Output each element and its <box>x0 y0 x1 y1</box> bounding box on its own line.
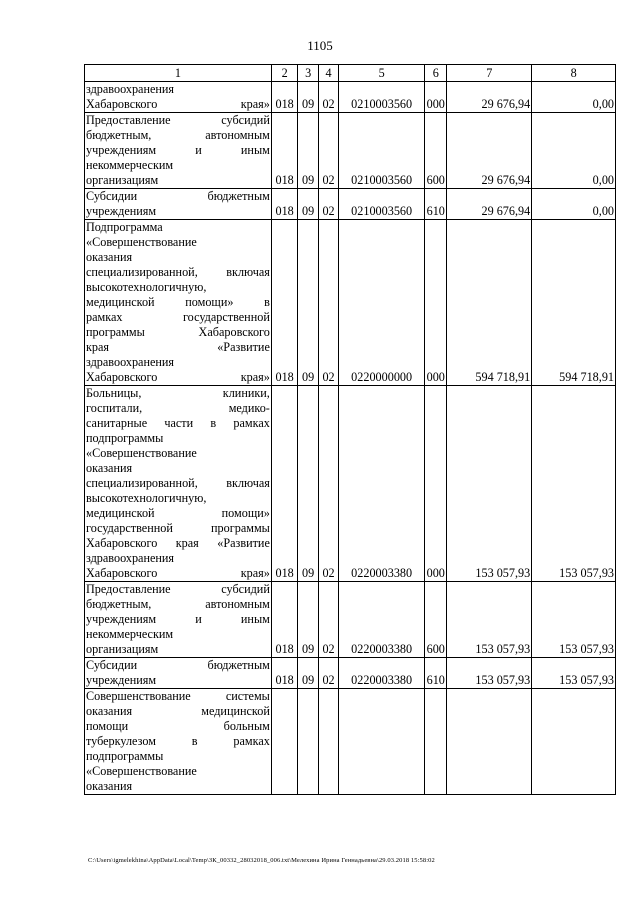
target-article-code <box>339 689 425 795</box>
table-row <box>85 113 616 189</box>
section-code: 09 <box>298 113 318 189</box>
table-row <box>85 658 616 689</box>
section-code: 09 <box>298 386 318 582</box>
description-line: госпитали, медико- <box>86 401 270 415</box>
amount-approved: 153 057,93 <box>447 386 532 582</box>
amount-approved: 29 676,94 <box>447 113 532 189</box>
description-line: бюджетным, автономным <box>86 597 270 611</box>
description-line: организациям <box>86 173 159 187</box>
expense-type-code: 600 <box>425 582 447 658</box>
subsection-code: 02 <box>318 113 338 189</box>
description-line: санитарные части в рамках <box>86 416 270 430</box>
amount-executed: 0,00 <box>532 82 616 113</box>
description-line: «Совершенствование <box>86 235 197 249</box>
row-description <box>85 582 272 658</box>
department-code <box>271 689 298 795</box>
description-line: бюджетным, автономным <box>86 128 270 142</box>
expense-type-code: 000 <box>425 220 447 386</box>
table-row <box>85 189 616 220</box>
expense-type-code: 600 <box>425 113 447 189</box>
description-line: Предоставление субсидий <box>86 113 270 127</box>
table-row <box>85 220 616 386</box>
description-line: Хабаровского края» <box>86 370 270 384</box>
column-header: 6 <box>425 65 447 82</box>
section-code <box>298 689 318 795</box>
target-article-code: 0220003380 <box>339 386 425 582</box>
amount-executed: 0,00 <box>532 113 616 189</box>
description-line: учреждениям и иным <box>86 143 270 157</box>
description-line: высокотехнологичную, <box>86 280 207 294</box>
subsection-code <box>318 689 338 795</box>
table-row <box>85 689 616 795</box>
column-header: 1 <box>85 65 272 82</box>
target-article-code: 0210003560 <box>339 189 425 220</box>
table-row <box>85 386 616 582</box>
amount-executed <box>532 689 616 795</box>
amount-approved: 153 057,93 <box>447 658 532 689</box>
description-line: некоммерческим <box>86 627 174 641</box>
description-line: медицинской помощи» <box>86 506 270 520</box>
description-line: некоммерческим <box>86 158 174 172</box>
column-header: 2 <box>271 65 298 82</box>
section-code: 09 <box>298 220 318 386</box>
subsection-code: 02 <box>318 82 338 113</box>
target-article-code: 0220003380 <box>339 658 425 689</box>
description-line: подпрограммы <box>86 431 164 445</box>
description-line: организациям <box>86 642 159 656</box>
description-line: здравоохранения <box>86 82 175 96</box>
section-code: 09 <box>298 658 318 689</box>
amount-approved: 153 057,93 <box>447 582 532 658</box>
expense-type-code: 000 <box>425 82 447 113</box>
description-line: оказания <box>86 250 133 264</box>
table-row <box>85 582 616 658</box>
subsection-code: 02 <box>318 582 338 658</box>
description-line: специализированной, включая <box>86 265 270 279</box>
column-header: 7 <box>447 65 532 82</box>
description-line: подпрограммы <box>86 749 164 763</box>
column-header: 3 <box>298 65 318 82</box>
description-line: учреждениям <box>86 204 157 218</box>
expense-type-code: 000 <box>425 386 447 582</box>
description-line: Субсидии бюджетным <box>86 189 270 203</box>
description-line: Хабаровского края «Развитие <box>86 536 270 550</box>
description-line: здравоохранения <box>86 551 175 565</box>
department-code: 018 <box>271 113 298 189</box>
expense-type-code <box>425 689 447 795</box>
row-description <box>85 82 272 113</box>
subsection-code: 02 <box>318 658 338 689</box>
expense-type-code: 610 <box>425 189 447 220</box>
budget-table <box>84 64 616 795</box>
target-article-code: 0210003560 <box>339 113 425 189</box>
amount-approved: 29 676,94 <box>447 82 532 113</box>
amount-executed: 153 057,93 <box>532 658 616 689</box>
subsection-code: 02 <box>318 220 338 386</box>
description-line: оказания <box>86 461 133 475</box>
department-code: 018 <box>271 220 298 386</box>
description-line: высокотехнологичную, <box>86 491 207 505</box>
department-code: 018 <box>271 189 298 220</box>
description-line: учреждениям и иным <box>86 612 270 626</box>
column-header: 4 <box>318 65 338 82</box>
column-header: 5 <box>339 65 425 82</box>
department-code: 018 <box>271 582 298 658</box>
description-line: Хабаровского края» <box>86 97 270 111</box>
subsection-code: 02 <box>318 189 338 220</box>
department-code: 018 <box>271 82 298 113</box>
section-code: 09 <box>298 82 318 113</box>
description-line: учреждениям <box>86 673 157 687</box>
row-description <box>85 113 272 189</box>
amount-executed: 153 057,93 <box>532 582 616 658</box>
description-line: здравоохранения <box>86 355 175 369</box>
expense-type-code: 610 <box>425 658 447 689</box>
column-header: 8 <box>532 65 616 82</box>
description-line: края «Развитие <box>86 340 270 354</box>
target-article-code: 0220000000 <box>339 220 425 386</box>
description-line: специализированной, включая <box>86 476 270 490</box>
row-description <box>85 689 272 795</box>
table-header-row <box>85 65 616 82</box>
amount-approved: 29 676,94 <box>447 189 532 220</box>
row-description <box>85 220 272 386</box>
row-description <box>85 189 272 220</box>
amount-executed: 0,00 <box>532 189 616 220</box>
description-line: медицинской помощи» в <box>86 295 270 309</box>
table-row <box>85 82 616 113</box>
description-line: Субсидии бюджетным <box>86 658 270 672</box>
description-line: рамках государственной <box>86 310 270 324</box>
table-body <box>85 82 616 795</box>
target-article-code: 0220003380 <box>339 582 425 658</box>
description-line: Хабаровского края» <box>86 566 270 580</box>
row-description <box>85 658 272 689</box>
description-line: «Совершенствование <box>86 446 197 460</box>
amount-executed: 153 057,93 <box>532 386 616 582</box>
section-code: 09 <box>298 189 318 220</box>
description-line: государственной программы <box>86 521 270 535</box>
amount-executed: 594 718,91 <box>532 220 616 386</box>
target-article-code: 0210003560 <box>339 82 425 113</box>
description-line: программы Хабаровского <box>86 325 270 339</box>
description-line: туберкулезом в рамках <box>86 734 270 748</box>
description-line: оказания медицинской <box>86 704 270 718</box>
subsection-code: 02 <box>318 386 338 582</box>
description-line: Больницы, клиники, <box>86 386 270 400</box>
amount-approved <box>447 689 532 795</box>
page-number: 1105 <box>307 38 333 53</box>
section-code: 09 <box>298 582 318 658</box>
description-line: помощи больным <box>86 719 270 733</box>
description-line: Предоставление субсидий <box>86 582 270 596</box>
amount-approved: 594 718,91 <box>447 220 532 386</box>
description-line: «Совершенствование <box>86 764 197 778</box>
footer-file-path: C:\Users\igmelekhina\AppData\Local\Temp\ЗК_00332_28032018_006.txt\Мелехина Ирина Геннадьевна\29.03.2018 15:58:02 <box>88 857 435 864</box>
description-line: Подпрограмма <box>86 220 163 234</box>
row-description <box>85 386 272 582</box>
description-line: оказания <box>86 779 133 793</box>
description-line: Совершенствование системы <box>86 689 270 703</box>
department-code: 018 <box>271 658 298 689</box>
department-code: 018 <box>271 386 298 582</box>
